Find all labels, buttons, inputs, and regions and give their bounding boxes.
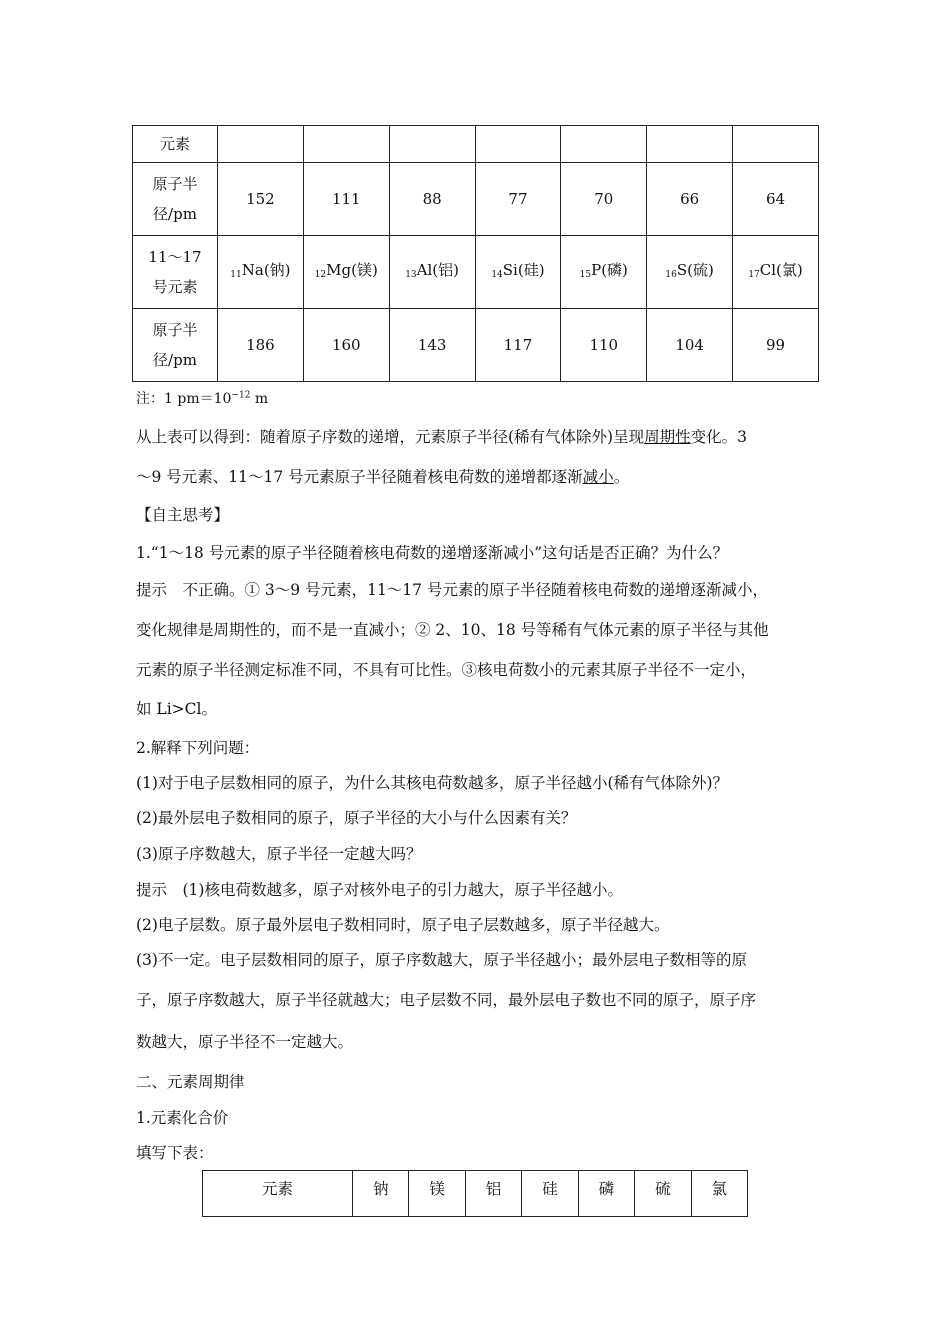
radius-value: 160 bbox=[303, 309, 389, 382]
empty-cell bbox=[303, 126, 389, 163]
table-row bbox=[133, 309, 819, 382]
element-cell: 镁 bbox=[409, 1171, 465, 1217]
atomic-radius-table bbox=[132, 125, 819, 382]
valence-table bbox=[202, 1170, 748, 1217]
conclusion-line-1: 从上表可以得到：随着原子序数的递增，元素原子半径(稀有气体除外)呈现周期性变化。3 bbox=[136, 428, 747, 446]
radius-value: 104 bbox=[647, 309, 733, 382]
table-row bbox=[203, 1171, 748, 1217]
element-cell: $_{11}$Na(钠) bbox=[218, 236, 304, 309]
radius-value: 77 bbox=[475, 163, 561, 236]
hint-line: 如 Li>Cl。 bbox=[136, 700, 217, 718]
hint-line: 元素的原子半径测定标准不同，不具有可比性。③核电荷数小的元素其原子半径不一定小， bbox=[136, 661, 757, 679]
hint-line: 变化规律是周期性的，而不是一直减小；② 2、10、18 号等稀有气体元素的原子半径与其他 bbox=[136, 621, 769, 639]
hint-line: 数越大，原子半径不一定越大。 bbox=[136, 1033, 354, 1051]
question-2: 2.解释下列问题： bbox=[136, 739, 260, 757]
element-cell: 磷 bbox=[578, 1171, 634, 1217]
instruction: 填写下表： bbox=[136, 1144, 214, 1162]
sub-question: (1)对于电子层数相同的原子，为什么其核电荷数越多，原子半径越小(稀有气体除外)？ bbox=[136, 774, 729, 792]
radius-value: 143 bbox=[389, 309, 475, 382]
element-cell: $_{13}$Al(铝) bbox=[389, 236, 475, 309]
element-cell: 氯 bbox=[691, 1171, 747, 1217]
row-header: 11～17 号元素 bbox=[133, 236, 218, 309]
question-1: 1.“1～18 号元素的原子半径随着核电荷数的递增逐渐减小”这句话是否正确？为什么？ bbox=[136, 544, 729, 562]
sub-question: (2)最外层电子数相同的原子，原子半径的大小与什么因素有关？ bbox=[136, 809, 577, 827]
empty-cell bbox=[647, 126, 733, 163]
table-row bbox=[133, 163, 819, 236]
radius-value: 99 bbox=[733, 309, 819, 382]
radius-value: 88 bbox=[389, 163, 475, 236]
element-cell: 铝 bbox=[465, 1171, 521, 1217]
empty-cell bbox=[561, 126, 647, 163]
conclusion-line-2: ～9 号元素、11～17 号元素原子半径随着核电荷数的递增都逐渐减小。 bbox=[136, 468, 630, 486]
empty-cell bbox=[733, 126, 819, 163]
empty-cell bbox=[218, 126, 304, 163]
element-cell: $_{16}$S(硫) bbox=[647, 236, 733, 309]
radius-value: 111 bbox=[303, 163, 389, 236]
radius-value: 110 bbox=[561, 309, 647, 382]
subsection-heading: 1.元素化合价 bbox=[136, 1109, 229, 1127]
hint-line: 提示 不正确。① 3～9 号元素，11～17 号元素的原子半径随着核电荷数的递增逐渐减小， bbox=[136, 581, 768, 599]
section-heading: 【自主思考】 bbox=[136, 506, 230, 524]
radius-value: 66 bbox=[647, 163, 733, 236]
element-cell: 硫 bbox=[635, 1171, 691, 1217]
table-note: 注：1 $pm=10^{-12}$ m bbox=[136, 390, 269, 407]
radius-value: 186 bbox=[218, 309, 304, 382]
radius-value: 152 bbox=[218, 163, 304, 236]
row-header: 原子半 径/pm bbox=[133, 309, 218, 382]
empty-cell bbox=[475, 126, 561, 163]
row-header: 元素 bbox=[203, 1171, 353, 1217]
sub-question: (3)原子序数越大，原子半径一定越大吗？ bbox=[136, 845, 422, 863]
hint-line: 子，原子序数越大，原子半径就越大；电子层数不同，最外层电子数也不同的原子，原子序 bbox=[136, 991, 757, 1009]
section-heading: 二、元素周期律 bbox=[136, 1073, 245, 1091]
hint-line: 提示 (1)核电荷数越多，原子对核外电子的引力越大，原子半径越小。 bbox=[136, 881, 623, 899]
element-cell: $_{15}$P(磷) bbox=[561, 236, 647, 309]
element-cell: $_{12}$Mg(镁) bbox=[303, 236, 389, 309]
radius-value: 70 bbox=[561, 163, 647, 236]
empty-cell bbox=[389, 126, 475, 163]
radius-value: 117 bbox=[475, 309, 561, 382]
row-header: 元素 bbox=[133, 126, 218, 163]
element-cell: $_{14}$Si(硅) bbox=[475, 236, 561, 309]
element-cell: 硅 bbox=[522, 1171, 578, 1217]
table-row bbox=[133, 126, 819, 163]
hint-line: (2)电子层数。原子最外层电子数相同时，原子电子层数越多，原子半径越大。 bbox=[136, 916, 670, 934]
element-cell: $_{17}$Cl(氯) bbox=[733, 236, 819, 309]
hint-line: (3)不一定。电子层数相同的原子，原子序数越大，原子半径越小；最外层电子数相等的原 bbox=[136, 951, 747, 969]
row-header: 原子半 径/pm bbox=[133, 163, 218, 236]
element-cell: 钠 bbox=[353, 1171, 409, 1217]
table-row bbox=[133, 236, 819, 309]
radius-value: 64 bbox=[733, 163, 819, 236]
